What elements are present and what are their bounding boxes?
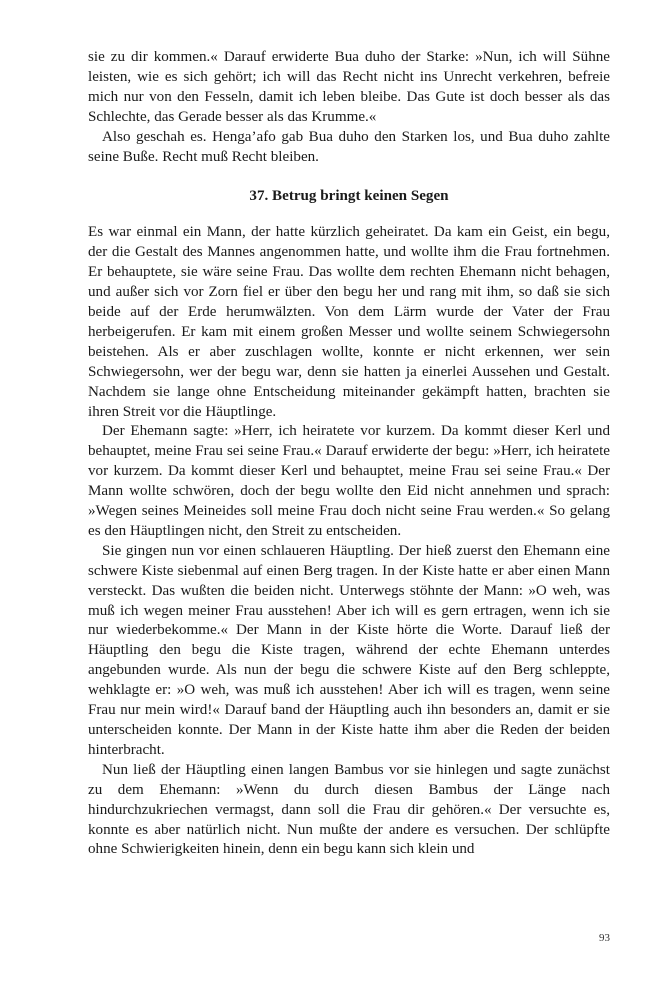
body-paragraph: Es war einmal ein Mann, der hatte kürzlich geheiratet. Da kam ein Geist, ein begu, der die Gestalt des Mannes angenommen hatte, und wollte ihm die Frau fortnehmen. Er behauptete, sie wäre seine Frau. Das wollte dem rechten Ehemann nicht behagen, und außer sich vor Zorn fiel er über den begu her und rang mit ihm, so daß sie sich beide auf der Erde herumwälzten. Von dem Lärm wurde der Vater der Frau herbeigerufen. Er kam mit einem großen Messer und wollte seinem Schwiegersohn beistehen. Als er aber zuschlagen wollte, konnte er nicht erkennen, wer sein Schwiegersohn, wer der begu war, denn sie hatten ja einerlei Aussehen und Gestalt. Nachdem sie lange ohne Entscheidung miteinander gekämpft hatten, brachten sie ihren Streit vor die Häuptlinge.	[88, 224, 610, 420]
page-number: 93	[599, 932, 610, 944]
body-paragraph: sie zu dir kommen.« Darauf erwiderte Bua duho der Starke: »Nun, ich will Sühne leisten, wie es sich gehört; ich will das Recht nicht ins Unrecht verkehren, befreie mich nur von den Fesseln, damit ich leben bleibe. Das Gute ist doch besser als das Schlechte, das Gerade besser als das Krumme.«	[88, 49, 610, 125]
book-page	[88, 48, 610, 860]
body-paragraph: Sie gingen nun vor einen schlaueren Häuptling. Der hieß zuerst den Ehemann eine schwere Kiste siebenmal auf einen Berg tragen. In der Kiste hatte er aber einen Mann versteckt. Das wußten die beiden nicht. Unterwegs stöhnte der Mann: »O weh, was muß ich wegen meiner Frau ausstehen! Aber ich will es gern ertragen, wenn ich sie nur wiederbekomme.« Der Mann in der Kiste hörte die Worte. Darauf ließ der Häuptling den begu die Kiste tragen, während der echte Ehemann unterdes angebunden wurde. Als nun der begu die schwere Kiste auf den Berg schleppte, wehklagte er: »O weh, was muß ich ausstehen! Aber ich will es tragen, wenn seine Frau nur mein wird!« Darauf band der Häuptling auch ihn besonders an, damit er sie unterscheiden konnte. Der Mann in der Kiste hatte ihm aber die Reden der beiden hinterbracht.	[88, 542, 610, 758]
body-paragraph: Nun ließ der Häuptling einen langen Bambus vor sie hinlegen und sagte zunächst zu dem Ehemann: »Wenn du durch diesen Bambus der Länge nach hindurchzukriechen vermagst, dann soll die Frau dir gehören.« Der versuchte es, konnte es aber natürlich nicht. Nun mußte der andere es versuchen. Der schlüpfte ohne Schwierigkeiten hinein, denn ein begu kann sich klein und	[88, 761, 610, 858]
chapter-heading: 37. Betrug bringt keinen Segen	[249, 188, 449, 205]
body-paragraph: Der Ehemann sagte: »Herr, ich heiratete vor kurzem. Da kommt dieser Kerl und behauptet, meine Frau sei seine Frau.« Darauf erwiderte der begu: »Herr, ich heiratete vor kurzem. Da kommt dieser Kerl und behauptet, meine Frau sei seine Frau.« Der Mann wollte schwören, doch der begu wollte den Eid nicht annehmen und sprach: »Wegen seines Meineides soll meine Frau doch nicht seine Frau werden.« So gelang es den Häuptlingen nicht, den Streit zu entscheiden.	[88, 423, 610, 539]
body-paragraph: Also geschah es. Henga’afo gab Bua duho den Starken los, und Bua duho zahlte seine Buße. Recht muß Recht bleiben.	[88, 128, 610, 165]
